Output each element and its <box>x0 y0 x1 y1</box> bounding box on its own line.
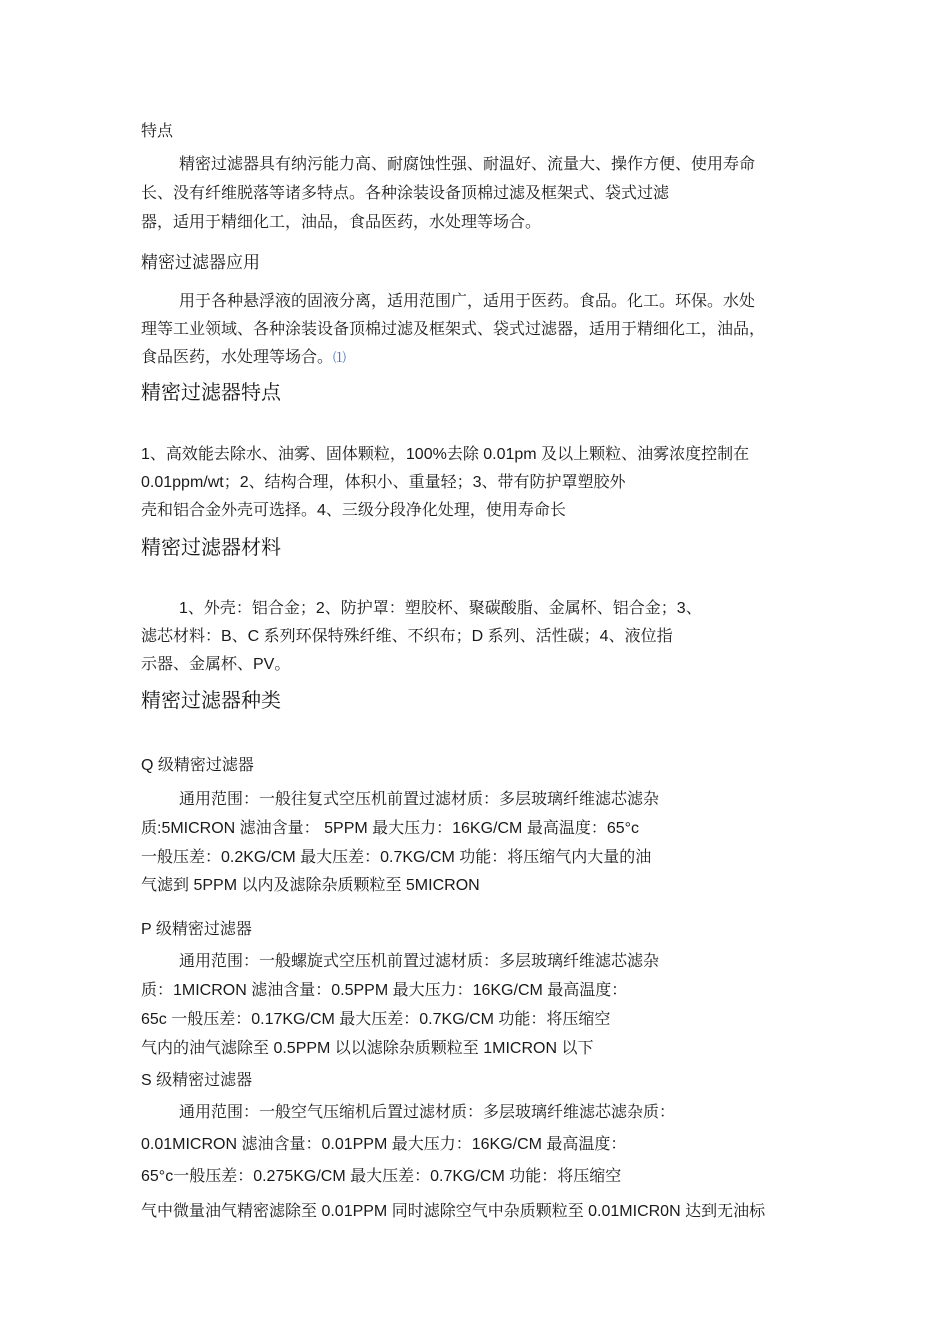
paragraph-line: 精密过滤器具有纳污能力高、耐腐蚀性强、耐温好、流量大、操作方便、使用寿命 <box>179 154 756 173</box>
section-heading-materials: 精密过滤器材料 <box>141 535 281 559</box>
section-heading-features: 精密过滤器特点 <box>141 380 281 404</box>
paragraph-line: 通用范围：一般螺旋式空压机前置过滤材质：多层玻璃纤维滤芯滤杂 <box>179 951 660 970</box>
paragraph-line: 气内的油气滤除至 0.5PPM 以以滤除杂质颗粒至 1MICRON 以下 <box>141 1040 594 1057</box>
section-heading-tedian: 特点 <box>141 121 174 140</box>
reference-marker[interactable]: ⑴ <box>333 351 347 366</box>
section-heading-application: 精密过滤器应用 <box>141 253 260 273</box>
paragraph-line: 0.01ppm/wt；2、结构合理，体积小、重量轻；3、带有防护罩塑胶外 <box>141 474 626 491</box>
subheading-s-grade: S 级精密过滤器 <box>141 1072 253 1089</box>
paragraph-line: 质:5MICRON 滤油含量： 5PPM 最大压力：16KG/CM 最高温度：65°c <box>141 820 640 837</box>
subheading-q-grade: Q 级精密过滤器 <box>141 757 254 774</box>
paragraph-line: 质：1MICRON 滤油含量：0.5PPM 最大压力：16KG/CM 最高温度： <box>141 982 628 999</box>
paragraph-text: 食品医药，水处理等场合。 <box>141 347 334 366</box>
subheading-p-grade: P 级精密过滤器 <box>141 921 252 938</box>
paragraph-line: 1、高效能去除水、油雾、固体颗粒，100%去除 0.01pm 及以上颗粒、油雾浓度控制在 <box>141 446 750 463</box>
paragraph-line: 65°c一般压差：0.275KG/CM 最大压差：0.7KG/CM 功能：将压缩空 <box>141 1168 622 1185</box>
paragraph-line: 壳和铝合金外壳可选择。4、三级分段净化处理，使用寿命长 <box>141 502 566 519</box>
paragraph-line: 1、外壳：铝合金；2、防护罩：塑胶杯、聚碳酸脂、金属杯、铝合金；3、 <box>179 600 702 617</box>
paragraph-line: 用于各种悬浮液的固液分离，适用范围广，适用于医药。食品。化工。环保。水处 <box>179 291 756 310</box>
paragraph-line <box>141 344 346 367</box>
paragraph-line: 通用范围：一般空气压缩机后置过滤材质：多层玻璃纤维滤芯滤杂质： <box>179 1102 676 1121</box>
paragraph-line: 滤芯材料：B、C 系列环保特殊纤维、不织布；D 系列、活性碳；4、液位指 <box>141 628 673 645</box>
paragraph-line: 0.01MICRON 滤油含量：0.01PPM 最大压力：16KG/CM 最高温度： <box>141 1136 627 1153</box>
paragraph-line: 通用范围：一般往复式空压机前置过滤材质：多层玻璃纤维滤芯滤杂 <box>179 789 660 808</box>
paragraph-line: 一般压差：0.2KG/CM 最大压差：0.7KG/CM 功能：将压缩气内大量的油 <box>141 849 652 866</box>
paragraph-line: 器，适用于精细化工，油品，食品医药，水处理等场合。 <box>141 212 542 231</box>
paragraph-line: 65c 一般压差：0.17KG/CM 最大压差：0.7KG/CM 功能：将压缩空 <box>141 1011 611 1028</box>
paragraph-line: 理等工业领域、各种涂装设备顶棉过滤及框架式、袋式过滤器，适用于精细化工，油品， <box>141 319 766 338</box>
section-heading-types: 精密过滤器种类 <box>141 688 281 712</box>
paragraph-line: 示器、金属杯、PV。 <box>141 656 291 673</box>
paragraph-line: 气中微量油气精密滤除至 0.01PPM 同时滤除空气中杂质颗粒至 0.01MICR0N 达到无油标 <box>141 1203 766 1220</box>
paragraph-line: 长、没有纤维脱落等诸多特点。各种涂装设备顶棉过滤及框架式、袋式过滤 <box>141 183 670 202</box>
paragraph-line: 气滤到 5PPM 以内及滤除杂质颗粒至 5MICRON <box>141 877 480 894</box>
